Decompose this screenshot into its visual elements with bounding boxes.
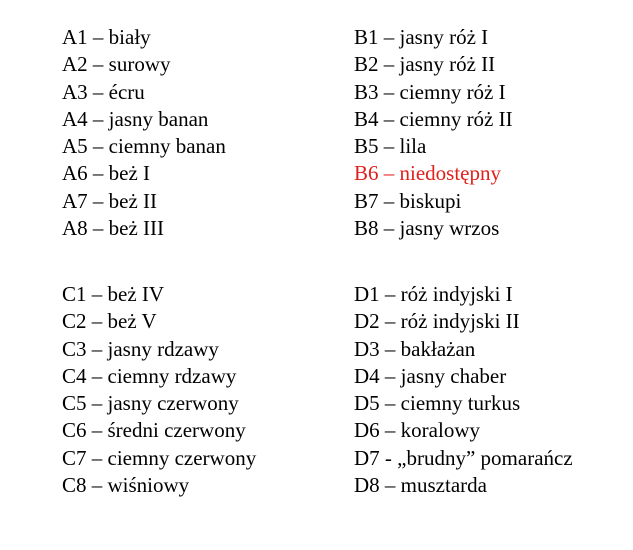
color-item-a7: A7 – beż II [62, 188, 158, 213]
color-item-b5: B5 – lila [354, 134, 427, 159]
color-item-c5: C5 – jasny czerwony [62, 391, 239, 416]
color-item-c8: C8 – wiśniowy [62, 473, 190, 498]
color-group-d [354, 281, 573, 499]
color-item-b4: B4 – ciemny róż II [354, 106, 513, 131]
color-item-a1: A1 – biały [62, 25, 151, 49]
color-item-c3: C3 – jasny rdzawy [62, 336, 219, 361]
color-item-d5: D5 – ciemny turkus [354, 391, 521, 416]
color-group-a [62, 24, 226, 242]
color-item-b7: B7 – biskupi [354, 188, 462, 213]
color-item-d1: D1 – róż indyjski I [354, 282, 513, 306]
color-item-d7: D7 - „brudny” pomarańcz [354, 445, 573, 470]
color-item-d4: D4 – jasny chaber [354, 363, 507, 388]
color-item-b2: B2 – jasny róż II [354, 52, 496, 77]
color-item-a6: A6 – beż I [62, 161, 151, 186]
color-item-c6: C6 – średni czerwony [62, 418, 246, 443]
color-group-c [62, 281, 256, 499]
color-item-d6: D6 – koralowy [354, 418, 480, 443]
color-item-a5: A5 – ciemny banan [62, 134, 226, 159]
color-item-c1: C1 – beż IV [62, 282, 165, 306]
color-item-a4: A4 – jasny banan [62, 106, 209, 131]
color-item-c4: C4 – ciemny rdzawy [62, 363, 237, 388]
color-item-d2: D2 – róż indyjski II [354, 309, 520, 334]
color-group-b [354, 24, 513, 242]
color-item-b6-unavailable: B6 – niedostępny [354, 161, 501, 186]
color-item-a8: A8 – beż III [62, 216, 165, 241]
color-item-c7: C7 – ciemny czerwony [62, 445, 257, 470]
color-item-b8: B8 – jasny wrzos [354, 216, 500, 241]
color-item-a3: A3 – écru [62, 79, 145, 104]
color-item-c2: C2 – beż V [62, 309, 157, 334]
color-item-b1: B1 – jasny róż I [354, 25, 489, 49]
color-item-a2: A2 – surowy [62, 52, 171, 77]
color-item-d3: D3 – bakłażan [354, 336, 476, 361]
color-item-b3: B3 – ciemny róż I [354, 79, 506, 104]
color-item-d8: D8 – musztarda [354, 473, 487, 498]
